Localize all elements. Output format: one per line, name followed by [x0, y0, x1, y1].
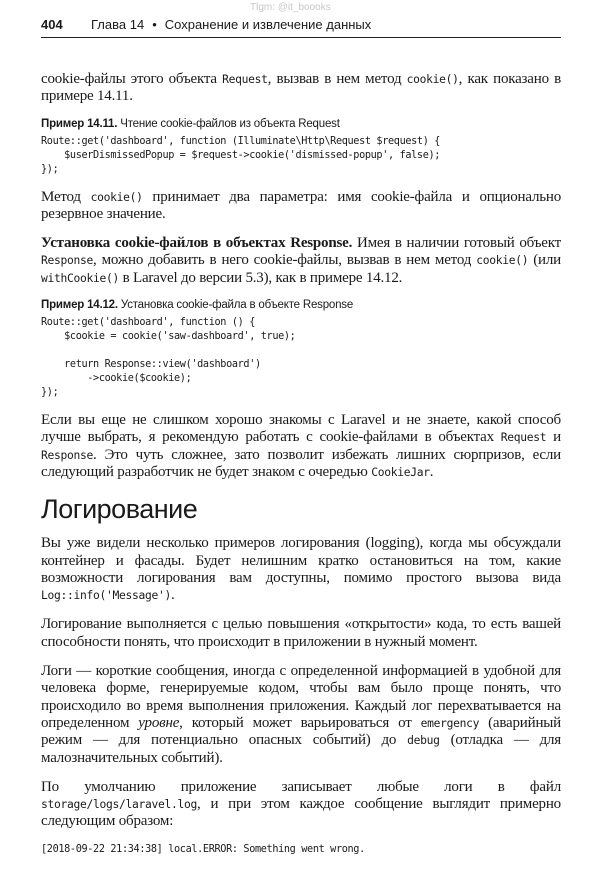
- text-run: .: [171, 587, 175, 604]
- inline-code: emergency: [420, 716, 480, 730]
- page-body: [41, 71, 561, 869]
- text-run: Имея в наличии готовый объект: [352, 235, 561, 252]
- paragraph: [41, 616, 561, 651]
- inline-code: withCookie(): [41, 271, 120, 285]
- text-run: (отладка — для малозначительных событий).: [41, 732, 561, 766]
- example-caption: [41, 118, 561, 130]
- code-text: [2018-09-22 21:34:38] local.ERROR: Something went wrong.: [41, 843, 365, 855]
- bullet-separator: •: [152, 17, 157, 32]
- text-run: (аварийный режим — для потенциально опасных событий) до: [41, 714, 561, 749]
- text-run: , который может варьироваться от: [179, 714, 421, 731]
- paragraph: [41, 235, 561, 287]
- paragraph: [41, 663, 561, 767]
- chapter-title: Сохранение и извлечение данных: [164, 17, 372, 32]
- text-run: . Это чуть сложнее, зато позволит избежать лишних сюрпризов, если следующий разработчик не будет знаком с очередью: [41, 446, 561, 480]
- paragraph: [41, 71, 561, 106]
- text-run: , вызвав в нем метод: [267, 71, 407, 87]
- text-run: Если вы еще не слишком хорошо знакомы с Laravel и не знаете, какой способ лучше выбрать, я рекомендую работать с cookie-файлами в объектах: [41, 412, 561, 446]
- inline-code: cookie(): [476, 254, 529, 268]
- inline-code: Log::info('Message'): [41, 589, 172, 603]
- text-run: Метод: [41, 188, 91, 205]
- inline-code: Response: [41, 254, 94, 268]
- example-number: Пример 14.12.: [41, 299, 118, 312]
- text-run: , и при этом каждое сообщение выглядит примерно следующим образом:: [41, 796, 561, 830]
- emphasis: уровне: [138, 714, 180, 731]
- page-number: 404: [41, 17, 63, 32]
- inline-code: debug: [407, 734, 440, 748]
- example-title: Установка cookie-файла в объекте Response: [120, 299, 354, 312]
- inline-code: Request: [500, 431, 547, 445]
- text-run: и: [546, 429, 561, 446]
- text-run: Логи — короткие сообщения, иногда с определенной информацией в удобной для человека форме, генерируемые кодом, чтобы вам было проще понять, что происходило во время выполнения приложения. Каждый лог перехватывается на определенном: [41, 663, 561, 731]
- paragraph: [41, 779, 561, 831]
- text-run: Вы уже видели несколько примеров логирования (logging), когда мы обсуждали контейнер и фасады. Будет нелишним кратко остановиться на том, какие возможности логирования вам доступны, помимо простого вызова вида: [41, 535, 561, 586]
- code-block: [41, 135, 561, 177]
- text-run: По умолчанию приложение записывает любые логи в файл: [41, 778, 561, 795]
- code-text: Route::get('dashboard', function () { $cookie = cookie('saw-dashboard', true); return Response::view('dashboard') ->cookie($cookie); });: [41, 317, 296, 399]
- code-text: Route::get('dashboard', function (Illuminate\Http\Request $request) { $userDismissedPopup = $request->cookie('dismissed-popup', false); });: [41, 135, 441, 175]
- text-run: Логирование выполняется с целью повышения «открытости» кода, то есть вашей способности понять, что происходит в приложении в нужный момент.: [41, 616, 561, 650]
- example-caption: [41, 299, 561, 311]
- example-title: Чтение cookie-файлов из объекта Request: [120, 117, 340, 130]
- heading-text: Логирование: [41, 494, 198, 525]
- example-number: Пример 14.11.: [41, 117, 118, 130]
- code-block: [41, 316, 561, 400]
- section-heading: [41, 493, 561, 525]
- inline-code: cookie(): [406, 73, 459, 86]
- inline-code: storage/logs/laravel.log: [41, 798, 198, 812]
- paragraph: [41, 535, 561, 604]
- text-run: в Laravel до версии 5.3), как в примере 14.12.: [119, 269, 403, 286]
- text-run: .: [429, 463, 434, 480]
- code-block: [41, 843, 561, 857]
- bold-lead-in: Установка cookie-файлов в объектах Response.: [41, 235, 353, 252]
- paragraph: [41, 412, 561, 481]
- chapter-label: Глава 14: [91, 17, 145, 32]
- watermark: Tlgm: @it_boooks: [250, 2, 331, 13]
- text-run: принимает два параметра: имя cookie-файла и опционально резервное значение.: [41, 188, 562, 222]
- paragraph: [41, 189, 561, 224]
- text-run: cookie-файлы этого объекта: [41, 71, 223, 87]
- text-run: , как показано в примере 14.11.: [41, 71, 562, 105]
- inline-code: cookie(): [90, 190, 143, 204]
- text-run: , можно добавить в него cookie-файлы, вызвав в нем метод: [93, 252, 477, 269]
- inline-code: CookieJar: [371, 465, 430, 479]
- running-header: [41, 17, 561, 38]
- inline-code: Request: [222, 73, 268, 86]
- inline-code: Response: [41, 448, 94, 462]
- text-run: (или: [528, 252, 561, 269]
